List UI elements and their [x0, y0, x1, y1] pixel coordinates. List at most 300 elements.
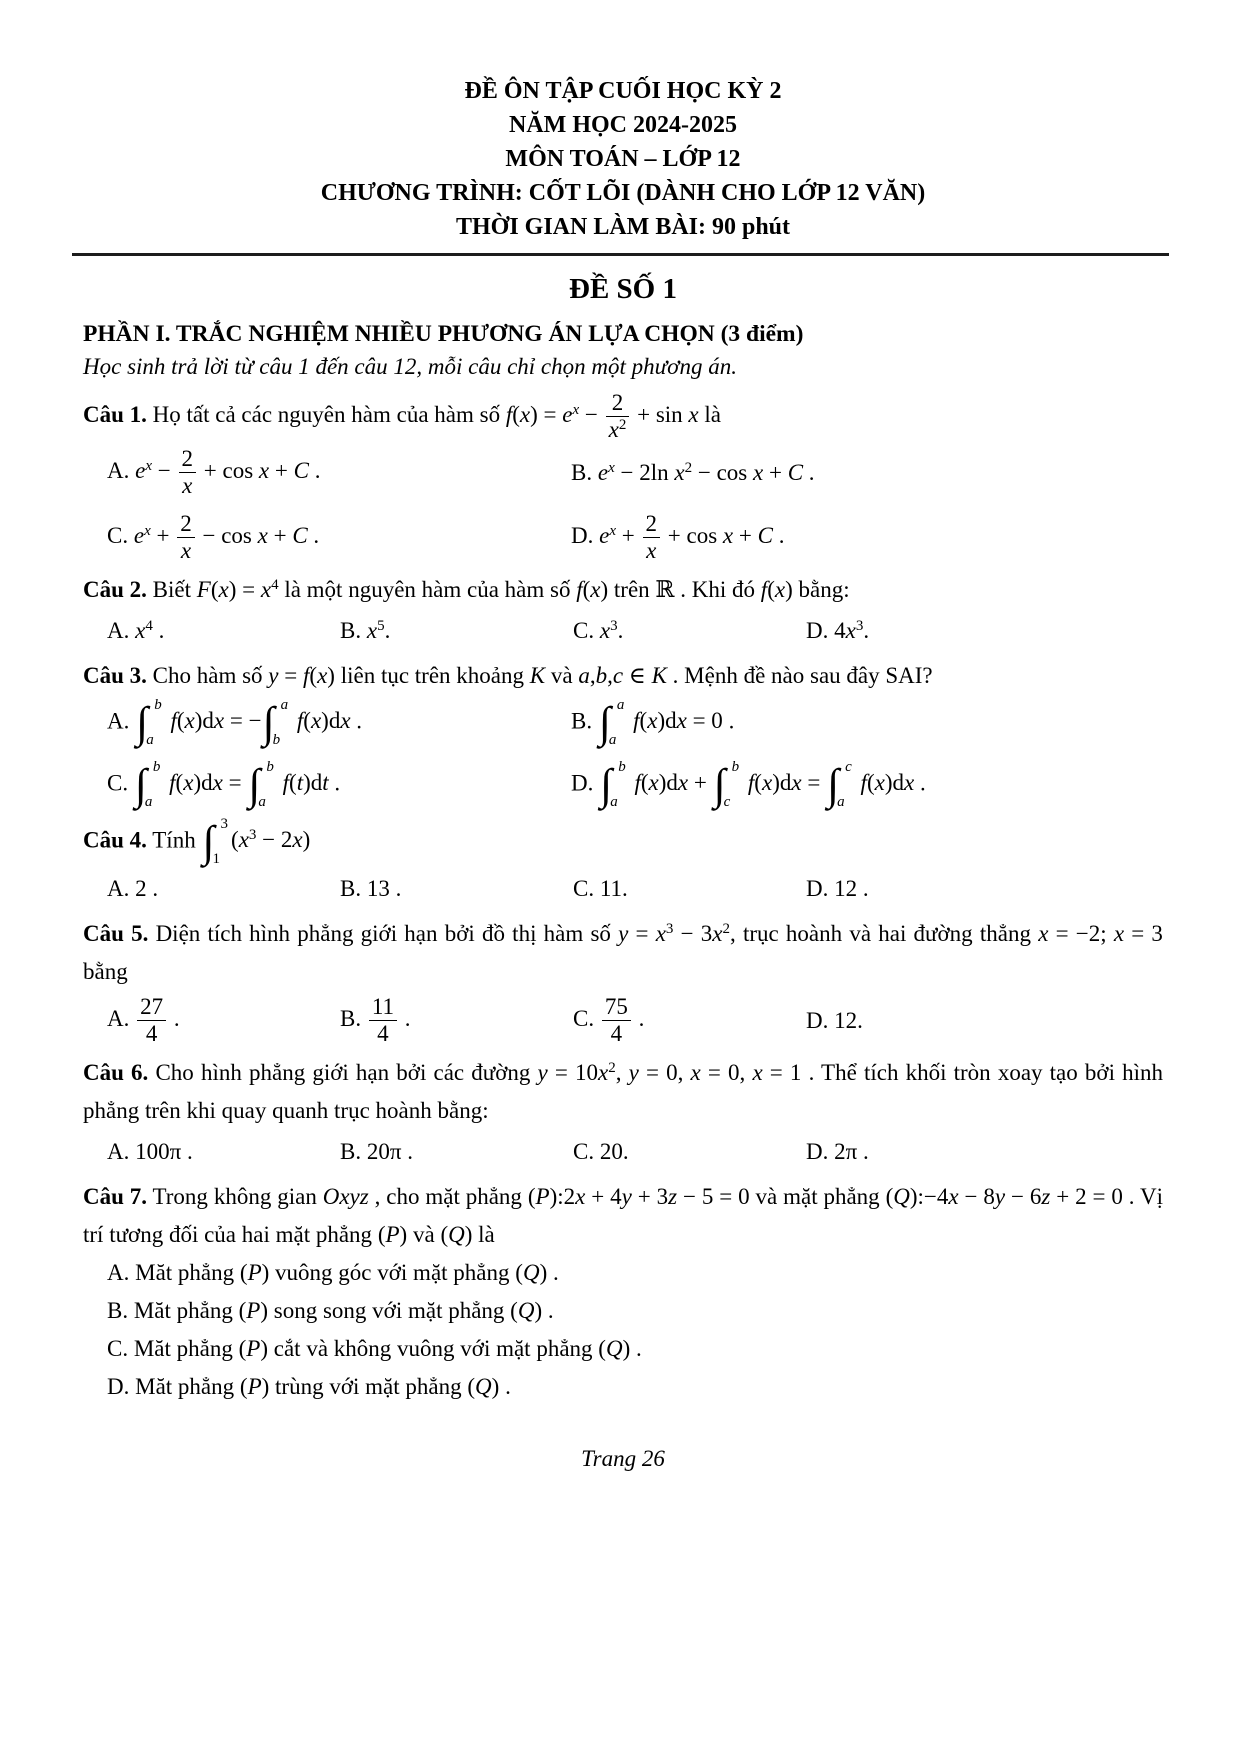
option: C. $x^3$. — [573, 618, 624, 643]
question-text: Câu 7. Trong không gian Oxyz , cho mặt phẳng (P):2x + 4y + 3z − 5 = 0 và mặt phẳng (Q):−4x − 8y − 6z + 2 = 0 . Vị trí tương đối của hai mặt phẳng (P) và (Q) là — [83, 1184, 1163, 1247]
integral-upper — [153, 760, 161, 775]
option: A. ∫ b a f(x)dx = − ∫ a b f(x)dx . — [107, 697, 363, 748]
math-expression: (P) — [377, 1222, 408, 1247]
question-text: Câu 6. Cho hình phẳng giới hạn bởi các đường $y = 10x^2$, y = 0, x = 0, x = 1 . Thể tích khối tròn xoay tạo bởi hình phẳng trên khi quay quanh trục hoành bằng: — [83, 1060, 1164, 1123]
math-expression: x = −2; x = 3 — [1038, 921, 1163, 946]
superscript — [608, 460, 615, 476]
math-expression: $F(x) = x^4$ — [196, 577, 279, 602]
math-expression — [135, 994, 168, 1046]
math-variable: Q — [448, 1222, 465, 1247]
integral — [599, 698, 627, 748]
integral-symbol: ∫ — [248, 760, 261, 810]
integral — [600, 760, 628, 810]
math-variable: P — [535, 1184, 550, 1209]
math-expression: y = f(x) — [268, 663, 335, 688]
integral-lower — [145, 795, 161, 810]
superscript: 4 — [145, 618, 153, 634]
fraction-numerator: 2 — [180, 511, 192, 536]
math-variable: b — [272, 732, 281, 748]
fraction-numerator: 75 — [604, 994, 628, 1019]
option: B. $e^x - 2\ln$ $x^2 - \cos x + C$ . — [571, 459, 815, 485]
question-text: Câu 2. Biết $F(x) = x^4$ là một nguyên hàm của hàm số f(x) trên ℝ . Khi đó f(x) bằng: — [83, 577, 850, 602]
math-variable: x — [655, 921, 666, 946]
math-variable: a — [146, 732, 154, 748]
option: C. 20. — [573, 1139, 629, 1164]
option: C. Măt phẳng (P) cắt và không vuông với mặt phẳng (Q) . — [107, 1336, 642, 1361]
math-variable: Q — [605, 1336, 623, 1361]
integral-limits — [610, 698, 625, 748]
question-text: Câu 1. Họ tất cả các nguyên hàm của hàm số $f(x) = e^x$ − $\frac{2}{x^2}$ + sin x là — [83, 390, 721, 442]
math-expression: (P) — [238, 1298, 269, 1323]
math-variable: x — [774, 577, 786, 602]
document-header — [83, 0, 1163, 244]
option-key: A. — [107, 1260, 130, 1285]
option-key: A. — [107, 708, 130, 734]
math-variable: x — [647, 708, 658, 734]
integral-limits — [214, 817, 229, 867]
integral-symbol: ∫ — [827, 760, 840, 810]
math-variable: f — [633, 708, 640, 734]
header-line: MÔN TOÁN – LỚP 12 — [505, 146, 741, 172]
math-expression — [135, 618, 153, 643]
math-variable: e — [597, 459, 609, 485]
math-variable: f — [860, 770, 867, 796]
math-expression — [367, 994, 399, 1046]
math-variable: a — [258, 794, 266, 810]
integral-upper — [266, 760, 274, 775]
math-variable: x — [1038, 921, 1049, 946]
integral-symbol: ∫ — [134, 760, 147, 810]
math-expression: (P):2x + 4y + 3z − 5 = 0 — [527, 1184, 750, 1209]
option: B. 20π . — [340, 1139, 413, 1164]
option-key: C. — [573, 1139, 595, 1164]
header-line: CHƯƠNG TRÌNH: CỐT LÕI (DÀNH CHO LỚP 12 VĂN) — [320, 180, 926, 206]
math-variable: x — [135, 618, 146, 643]
math-variable: K — [529, 663, 546, 688]
math-variable: x — [599, 618, 611, 643]
math-variable: a — [608, 732, 617, 748]
option-key: B. — [340, 876, 362, 901]
math-variable: x — [648, 770, 659, 796]
math-expression — [323, 1184, 369, 1209]
math-variable: y — [621, 1184, 632, 1209]
fraction — [606, 390, 630, 443]
question-text: Câu 4. Tính ∫ 3 1 $(x^3 - 2x)$ — [83, 816, 311, 867]
options-row — [83, 1133, 1163, 1171]
math-expression: ∫ b a f(x)dx + ∫ b c f(x)dx = ∫ c a f(x)dx — [600, 759, 915, 810]
math-variable: x — [752, 1060, 763, 1085]
math-expression — [530, 663, 545, 688]
superscript: 2 — [722, 921, 731, 937]
math-expression: (Q) — [510, 1298, 543, 1323]
math-variable: z — [1041, 1184, 1051, 1209]
option-key: A. — [107, 618, 130, 643]
math-variable: b — [154, 697, 162, 713]
option: A. Măt phẳng (P) vuông góc với mặt phẳng (Q) . — [107, 1260, 559, 1285]
questions — [83, 390, 1163, 1406]
integral-upper: 3 — [220, 816, 229, 832]
math-variable: Oxyz — [322, 1184, 369, 1209]
question-label: Câu 7. — [83, 1184, 148, 1209]
math-variable: e — [135, 457, 146, 483]
options-row — [83, 870, 1163, 908]
math-variable: e — [133, 522, 145, 548]
superscript: 3 — [855, 618, 864, 634]
option-key: C. — [573, 618, 595, 643]
options-row — [83, 994, 1163, 1047]
option-key: C. — [107, 522, 129, 548]
math-variable: x — [752, 459, 764, 485]
option: D. 2π . — [806, 1139, 869, 1164]
options-row — [83, 612, 1163, 650]
math-variable: x — [676, 708, 687, 734]
math-upright: cos — [222, 457, 254, 483]
superscript: 3 — [665, 921, 674, 937]
section-heading: PHẦN I. TRẮC NGHIỆM NHIỀU PHƯƠNG ÁN LỰA CHỌN (3 điểm) — [83, 321, 804, 347]
integral-upper — [618, 760, 626, 775]
math-variable: a — [144, 794, 153, 810]
math-variable: x — [310, 708, 322, 734]
fraction-denominator — [177, 537, 195, 564]
math-upright: ln — [650, 459, 669, 485]
option-key: D. — [806, 876, 829, 901]
math-variable: x — [609, 522, 617, 539]
math-upright: d — [328, 708, 341, 734]
option-key: A. — [107, 876, 130, 901]
integral-lower — [258, 795, 274, 810]
header-line: THỜI GIAN LÀM BÀI: 90 phút — [455, 214, 791, 240]
math-expression: f(x) — [760, 577, 793, 602]
math-variable: x — [845, 618, 856, 643]
math-variable: x — [722, 522, 734, 548]
option-key: B. — [340, 1139, 362, 1164]
superscript: 2 — [618, 417, 627, 433]
math-expression: $e^x$ + $\frac{2}{x}$ + cos x + C — [599, 511, 773, 563]
math-variable: x — [292, 827, 303, 853]
fraction-denominator — [643, 537, 661, 564]
option-key: B. — [107, 1298, 129, 1323]
math-expression: (Q) — [440, 1222, 473, 1247]
integral — [136, 698, 164, 748]
math-variable: x — [182, 473, 193, 498]
math-variable: Q — [517, 1298, 535, 1323]
math-variable: x — [257, 522, 268, 548]
math-expression: $e^x$ − $\frac{2}{x}$ + cos x + C — [135, 446, 309, 498]
math-expression: $y = x^3 - 3x^2$ — [618, 921, 731, 946]
math-upright: d — [665, 708, 677, 734]
integral-limits — [611, 760, 626, 810]
integral — [714, 760, 742, 810]
math-variable: x — [761, 770, 773, 796]
math-variable: x — [575, 1184, 586, 1209]
math-variable: x — [608, 417, 619, 442]
fraction-numerator: 27 — [140, 994, 164, 1019]
fraction-numerator: 2 — [611, 390, 624, 415]
option-key: C. — [573, 1005, 595, 1031]
question-block — [83, 390, 1163, 564]
math-variable: f — [505, 401, 513, 427]
math-upright: cos — [716, 459, 748, 485]
option: C. $\frac{75}{4}$ . — [573, 994, 645, 1046]
math-variable: x — [183, 770, 194, 796]
integral-symbol: ∫ — [713, 760, 726, 810]
fraction-denominator: 4 — [602, 1020, 631, 1047]
math-variable: c — [723, 794, 731, 810]
math-variable: t — [322, 770, 329, 796]
math-variable: x — [238, 827, 249, 853]
question-block — [83, 1054, 1163, 1171]
math-upright: d — [666, 770, 678, 796]
integral — [263, 698, 291, 748]
math-variable: a — [280, 697, 289, 713]
math-variable: b — [152, 759, 161, 775]
option: D. $e^x$ + $\frac{2}{x}$ + cos x + C . — [571, 511, 785, 563]
math-variable: z — [668, 1184, 678, 1209]
integral-limits — [259, 760, 274, 810]
math-expression: $4x^3$ — [834, 618, 864, 643]
fraction-denominator: 4 — [137, 1020, 166, 1047]
math-variable: x — [598, 1060, 609, 1085]
option: A. $x^4$ . — [107, 618, 165, 643]
math-variable: x — [712, 921, 723, 946]
footer-page-number: Trang 26 — [581, 1446, 665, 1471]
math-variable: x — [904, 770, 915, 796]
math-variable: a — [616, 697, 625, 713]
integral-limits — [274, 698, 289, 748]
math-expression — [600, 994, 633, 1046]
math-expression: a,b,c ∈ K — [578, 663, 667, 688]
superscript — [572, 402, 579, 418]
option-key: D. — [806, 1139, 829, 1164]
option-key: B. — [340, 618, 362, 643]
math-expression: ∫ b a f(x)dx = ∫ b a f(t)dt — [134, 759, 329, 810]
integral-symbol: ∫ — [262, 698, 275, 748]
option: D. Măt phẳng (P) trùng với mặt phẳng (Q) . — [107, 1374, 511, 1399]
option-key: A. — [107, 1139, 130, 1164]
math-upright: cos — [686, 522, 718, 548]
question-block — [83, 571, 1163, 650]
math-variable: x — [212, 770, 223, 796]
option-key: D. — [806, 618, 829, 643]
options-row — [83, 446, 1163, 564]
superscript: 5 — [377, 618, 385, 634]
math-variable: x — [258, 457, 270, 483]
math-expression: $f(x) = e^x$ − $\frac{2}{x^2}$ + sin x — [505, 390, 699, 442]
math-variable: e — [599, 522, 610, 548]
math-expression: $e^x$ + $\frac{2}{x}$ − cos x + C — [133, 511, 308, 563]
math-variable: K — [651, 663, 667, 688]
option: A. $e^x$ − $\frac{2}{x}$ + cos x + C . — [107, 446, 321, 498]
question-label: Câu 4. — [83, 827, 147, 853]
math-variable: x — [874, 770, 885, 796]
integral-lower — [273, 733, 289, 748]
option-key: D. — [806, 1007, 829, 1033]
superscript: 2 — [684, 459, 693, 476]
exam-instruction: Học sinh trả lời từ câu 1 đến câu 12, mỗi câu chỉ chọn một phương án. — [83, 354, 737, 379]
math-variable: a — [610, 794, 618, 810]
integral — [248, 760, 276, 810]
integral-lower — [724, 795, 740, 810]
math-variable: f — [634, 770, 641, 796]
math-variable: Q — [475, 1374, 492, 1399]
option: C. $e^x$ + $\frac{2}{x}$ − cos x + C . — [107, 511, 320, 563]
superscript — [145, 458, 152, 474]
question-block — [83, 657, 1163, 810]
option-key: D. — [571, 770, 594, 796]
superscript: 3 — [610, 618, 618, 634]
option: D. ∫ b a f(x)dx + ∫ b c f(x)dx = ∫ c a f(x)dx . — [571, 759, 926, 810]
math-upright: d — [310, 770, 323, 796]
option-key: B. — [340, 1005, 362, 1031]
math-variable: C — [293, 457, 309, 483]
math-variable: x — [688, 401, 699, 427]
math-variable: c — [845, 759, 852, 775]
math-expression: $y = 10x^2$, y = 0, x = 0, x = 1 — [537, 1060, 802, 1085]
math-variable: b — [618, 759, 626, 775]
math-expression — [600, 618, 618, 643]
fraction — [179, 446, 197, 499]
math-variable: x — [690, 1060, 701, 1085]
math-variable: e — [562, 401, 573, 427]
math-expression: (P) — [239, 1260, 270, 1285]
exam-title: ĐỀ SỐ 1 — [569, 273, 677, 305]
header-line: NĂM HỌC 2024-2025 — [509, 112, 737, 138]
math-upright: cos — [221, 522, 252, 548]
option: D. 12. — [806, 1007, 863, 1033]
math-variable: b — [731, 759, 740, 775]
option: B. $x^5$. — [340, 618, 391, 643]
math-variable: x — [317, 663, 328, 688]
option: B. $\frac{11}{4}$ . — [340, 994, 411, 1046]
option: A. 100π . — [107, 1139, 193, 1164]
math-expression: (Q):−4x − 8y − 6z + 2 = 0 — [885, 1184, 1123, 1209]
fraction — [602, 994, 631, 1047]
math-variable: f — [303, 663, 310, 688]
math-variable: x — [590, 577, 601, 602]
superscript: 4 — [271, 577, 279, 593]
math-variable: b — [266, 759, 274, 775]
integral-upper — [154, 698, 162, 713]
question-block — [83, 817, 1163, 908]
integral-lower — [146, 733, 162, 748]
question-label: Câu 3. — [83, 663, 147, 688]
option-key: A. — [107, 457, 130, 483]
integral-lower — [837, 795, 852, 810]
math-variable: x — [340, 708, 351, 734]
math-variable: f — [747, 770, 755, 796]
option: D. 12 . — [806, 876, 869, 901]
header-divider — [72, 253, 1169, 256]
math-variable: C — [787, 459, 804, 485]
integral-lower — [609, 733, 625, 748]
math-variable: x — [184, 708, 195, 734]
integral-symbol: ∫ — [598, 698, 611, 748]
option: A. $\frac{27}{4}$ . — [107, 994, 180, 1046]
option-key: C. — [573, 876, 595, 901]
integral-limits — [146, 760, 161, 810]
superscript — [144, 523, 151, 539]
integral — [202, 817, 230, 867]
math-variable: P — [246, 1336, 261, 1361]
math-variable: C — [757, 522, 773, 548]
integral — [135, 760, 163, 810]
math-variable: x — [180, 538, 192, 563]
fraction — [369, 994, 397, 1047]
option: A. 2 . — [107, 876, 159, 901]
question-label: Câu 1. — [83, 401, 147, 427]
math-expression: (Q) — [467, 1374, 500, 1399]
math-variable: x — [519, 401, 531, 427]
math-variable: x — [366, 618, 378, 643]
math-variable: x — [674, 459, 685, 485]
math-variable: x — [948, 1184, 959, 1209]
fraction-numerator: 2 — [645, 511, 657, 536]
fraction — [137, 994, 166, 1047]
option: C. 11. — [573, 876, 628, 901]
math-expression — [367, 618, 385, 643]
math-variable: F — [196, 577, 211, 602]
math-expression: ∫ a a f(x)dx = 0 — [598, 697, 723, 748]
math-variable: x — [213, 708, 225, 734]
math-variable: Q — [522, 1260, 540, 1285]
math-variable: a — [578, 663, 590, 688]
question-text: Câu 5. Diện tích hình phẳng giới hạn bởi đồ thị hàm số $y = x^3 - 3x^2$, trục hoành và hai đường thẳng x = −2; x = 3 bằng — [83, 921, 1163, 984]
math-variable: P — [247, 1374, 262, 1399]
integral-limits — [147, 698, 162, 748]
option-key: A. — [107, 1005, 130, 1031]
math-variable: Q — [893, 1184, 910, 1209]
option-key: B. — [571, 459, 593, 485]
math-expression: (P) — [238, 1336, 269, 1361]
superscript — [609, 523, 616, 539]
math-variable: y — [618, 921, 629, 946]
question-block — [83, 915, 1163, 1047]
options-row — [83, 698, 1163, 810]
math-variable: P — [247, 1260, 262, 1285]
integral-upper — [281, 698, 289, 713]
fraction-numerator: 2 — [181, 446, 193, 471]
integral-upper — [617, 698, 625, 713]
math-variable: P — [385, 1222, 400, 1247]
math-variable: f — [760, 577, 768, 602]
math-variable: x — [218, 577, 229, 602]
option: C. ∫ b a f(x)dx = ∫ b a f(t)dt . — [107, 759, 341, 810]
math-upright: d — [779, 770, 792, 796]
header-line: ĐỀ ÔN TẬP CUỐI HỌC KỲ 2 — [464, 78, 782, 104]
option-key: D. — [571, 522, 594, 548]
math-variable: x — [677, 770, 689, 796]
integral — [827, 760, 854, 810]
math-variable: x — [144, 522, 151, 539]
option: B. 13 . — [340, 876, 402, 901]
math-variable: x — [1113, 921, 1125, 946]
math-expression: (Q) — [598, 1336, 631, 1361]
math-variable: P — [246, 1298, 261, 1323]
math-expression: (P) — [239, 1374, 270, 1399]
math-expression: $e^x - 2\ln$ $x^2 - \cos x + C$ — [597, 459, 804, 485]
math-expression: ∫ 3 1 $(x^3 - 2x)$ — [202, 816, 311, 867]
math-variable: f — [576, 577, 583, 602]
superscript: 3 — [248, 827, 257, 844]
fraction-denominator — [179, 472, 197, 499]
option: B. Măt phẳng (P) song song với mặt phẳng (Q) . — [107, 1298, 554, 1323]
integral-symbol: ∫ — [600, 760, 613, 810]
math-expression: ∫ b a f(x)dx = − ∫ a b f(x)dx — [136, 697, 351, 748]
fraction-denominator: 4 — [369, 1020, 397, 1047]
math-variable: f — [169, 770, 176, 796]
math-variable: f — [296, 708, 304, 734]
option-key: C. — [107, 1336, 129, 1361]
